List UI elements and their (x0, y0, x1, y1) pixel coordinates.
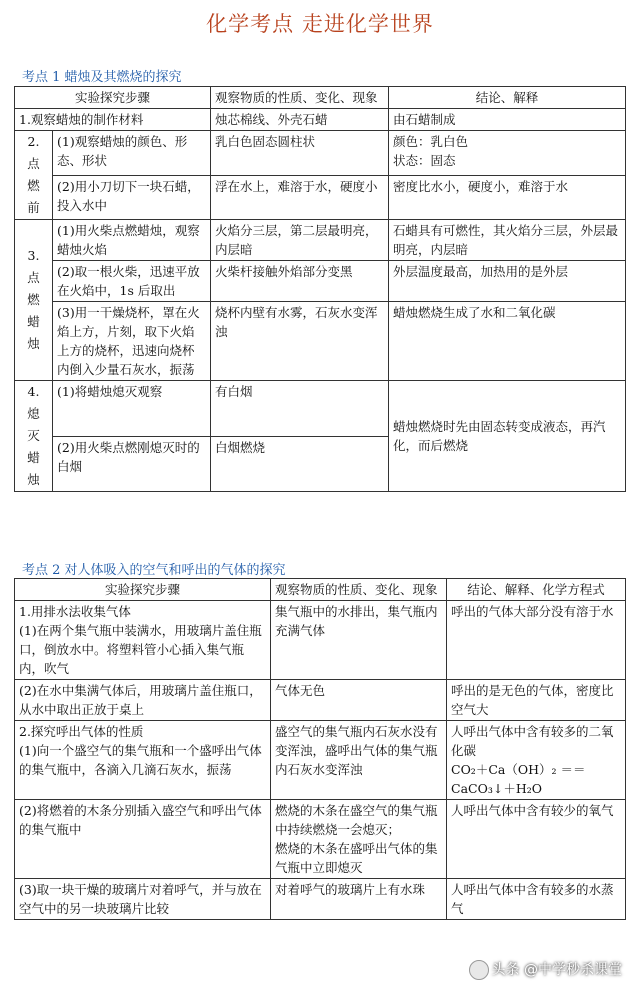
observation-cell: 燃烧的木条在盛空气的集气瓶中持续燃烧一会熄灭； 燃烧的木条在盛呼出气体的集气瓶中立即熄灭 (271, 800, 447, 879)
step-cell: (2)在水中集满气体后，用玻璃片盖住瓶口，从水中取出正放于桌上 (15, 680, 271, 721)
table-row (15, 131, 626, 176)
conclusion-cell: 蜡烛燃烧时先由固态转变成液态，再汽化，而后燃烧 (389, 381, 626, 492)
observation-cell: 对着呼气的玻璃片上有水珠 (271, 879, 447, 920)
table-row (15, 302, 626, 381)
conclusion-cell: 外层温度最高，加热用的是外层 (389, 261, 626, 302)
conclusion-cell: 由石蜡制成 (389, 109, 626, 131)
observation-cell: 烛芯棉线、外壳石蜡 (211, 109, 389, 131)
step-cell: (2)用小刀切下一块石蜡，投入水中 (53, 175, 211, 220)
conclusion-cell: 密度比水小，硬度小，难溶于水 (389, 175, 626, 220)
observation-cell: 白烟燃烧 (211, 437, 389, 492)
toutiao-logo-icon (469, 960, 489, 980)
conclusion-cell: 人呼出气体中含有较少的氧气 (447, 800, 626, 879)
group-label-extinguish: 4. 熄 灭 蜡 烛 (15, 381, 53, 492)
table-header-row (15, 579, 626, 601)
conclusion-cell: 蜡烛燃烧生成了水和二氧化碳 (389, 302, 626, 381)
conclusion-cell: 石蜡具有可燃性，其火焰分三层，外层最明亮，内层暗 (389, 220, 626, 261)
step-cell: (2)取一根火柴，迅速平放在火焰中，1s 后取出 (53, 261, 211, 302)
table-row (15, 261, 626, 302)
step-cell: 1.用排水法收集气体 (1)在两个集气瓶中装满水，用玻璃片盖住瓶口，倒放水中。将塑料管小心插入集气瓶内，吹气 (15, 601, 271, 680)
page-title: 化学考点 走进化学世界 (206, 12, 434, 36)
observation-cell: 盛空气的集气瓶内石灰水没有变浑浊，盛呼出气体的集气瓶内石灰水变浑浊 (271, 721, 447, 800)
table-row (15, 601, 626, 680)
header-cell: 实验探究步骤 (15, 579, 271, 601)
conclusion-cell: 呼出的是无色的气体，密度比空气大 (447, 680, 626, 721)
step-cell: (3)用一干燥烧杯，罩在火焰上方，片刻，取下火焰上方的烧杯，迅速向烧杯内倒入少量石灰水，振荡 (53, 302, 211, 381)
header-cell: 观察物质的性质、变化、现象 (271, 579, 447, 601)
observation-cell: 火柴杆接触外焰部分变黑 (211, 261, 389, 302)
section1-heading: 考点 1 蜡烛及其燃烧的探究 (22, 70, 182, 85)
step-cell: 1.观察蜡烛的制作材料 (15, 109, 211, 131)
table-row (15, 721, 626, 800)
table-row (15, 800, 626, 879)
observation-cell: 火焰分三层，第二层最明亮，内层暗 (211, 220, 389, 261)
step-cell: (1)观察蜡烛的颜色、形态、形状 (53, 131, 211, 176)
step-cell: (1)用火柴点燃蜡烛，观察蜡烛火焰 (53, 220, 211, 261)
observation-cell: 有白烟 (211, 381, 389, 437)
table-row (15, 175, 626, 220)
table-row (15, 220, 626, 261)
header-cell: 结论、解释、化学方程式 (447, 579, 626, 601)
observation-cell: 烧杯内壁有水雾，石灰水变浑浊 (211, 302, 389, 381)
conclusion-cell: 人呼出气体中含有较多的水蒸气 (447, 879, 626, 920)
watermark-text: 头条 @中学秒杀课堂 (491, 962, 622, 978)
observation-cell: 浮在水上，难溶于水，硬度小 (211, 175, 389, 220)
group-label-burning: 3. 点 燃 蜡 烛 (15, 220, 53, 381)
step-cell: (3)取一块干燥的玻璃片对着呼气，并与放在空气中的另一块玻璃片比较 (15, 879, 271, 920)
candle-table (14, 86, 626, 492)
table-row (15, 680, 626, 721)
observation-cell: 乳白色固态圆柱状 (211, 131, 389, 176)
step-cell: (2)用火柴点燃刚熄灭时的白烟 (53, 437, 211, 492)
step-cell: (2)将燃着的木条分别插入盛空气和呼出气体的集气瓶中 (15, 800, 271, 879)
header-cell: 实验探究步骤 (15, 87, 211, 109)
header-cell: 观察物质的性质、变化、现象 (211, 87, 389, 109)
table-row (15, 381, 626, 437)
observation-cell: 集气瓶中的水排出，集气瓶内充满气体 (271, 601, 447, 680)
step-cell: (1)将蜡烛熄灭观察 (53, 381, 211, 437)
conclusion-cell: 呼出的气体大部分没有溶于水 (447, 601, 626, 680)
watermark (469, 959, 622, 980)
table-row (15, 109, 626, 131)
table-header-row (15, 87, 626, 109)
breath-table (14, 578, 626, 920)
conclusion-cell: 颜色：乳白色 状态：固态 (389, 131, 626, 176)
section2-heading: 考点 2 对人体吸入的空气和呼出的气体的探究 (22, 563, 286, 578)
table-row (15, 879, 626, 920)
step-cell: 2.探究呼出气体的性质 (1)向一个盛空气的集气瓶和一个盛呼出气体的集气瓶中，各滴入几滴石灰水，振荡 (15, 721, 271, 800)
group-label-before: 2. 点 燃 前 (15, 131, 53, 220)
header-cell: 结论、解释 (389, 87, 626, 109)
observation-cell: 气体无色 (271, 680, 447, 721)
conclusion-cell: 人呼出气体中含有较多的二氧化碳 CO₂＋Ca（OH）₂ ＝＝ CaCO₃↓＋H₂O (447, 721, 626, 800)
